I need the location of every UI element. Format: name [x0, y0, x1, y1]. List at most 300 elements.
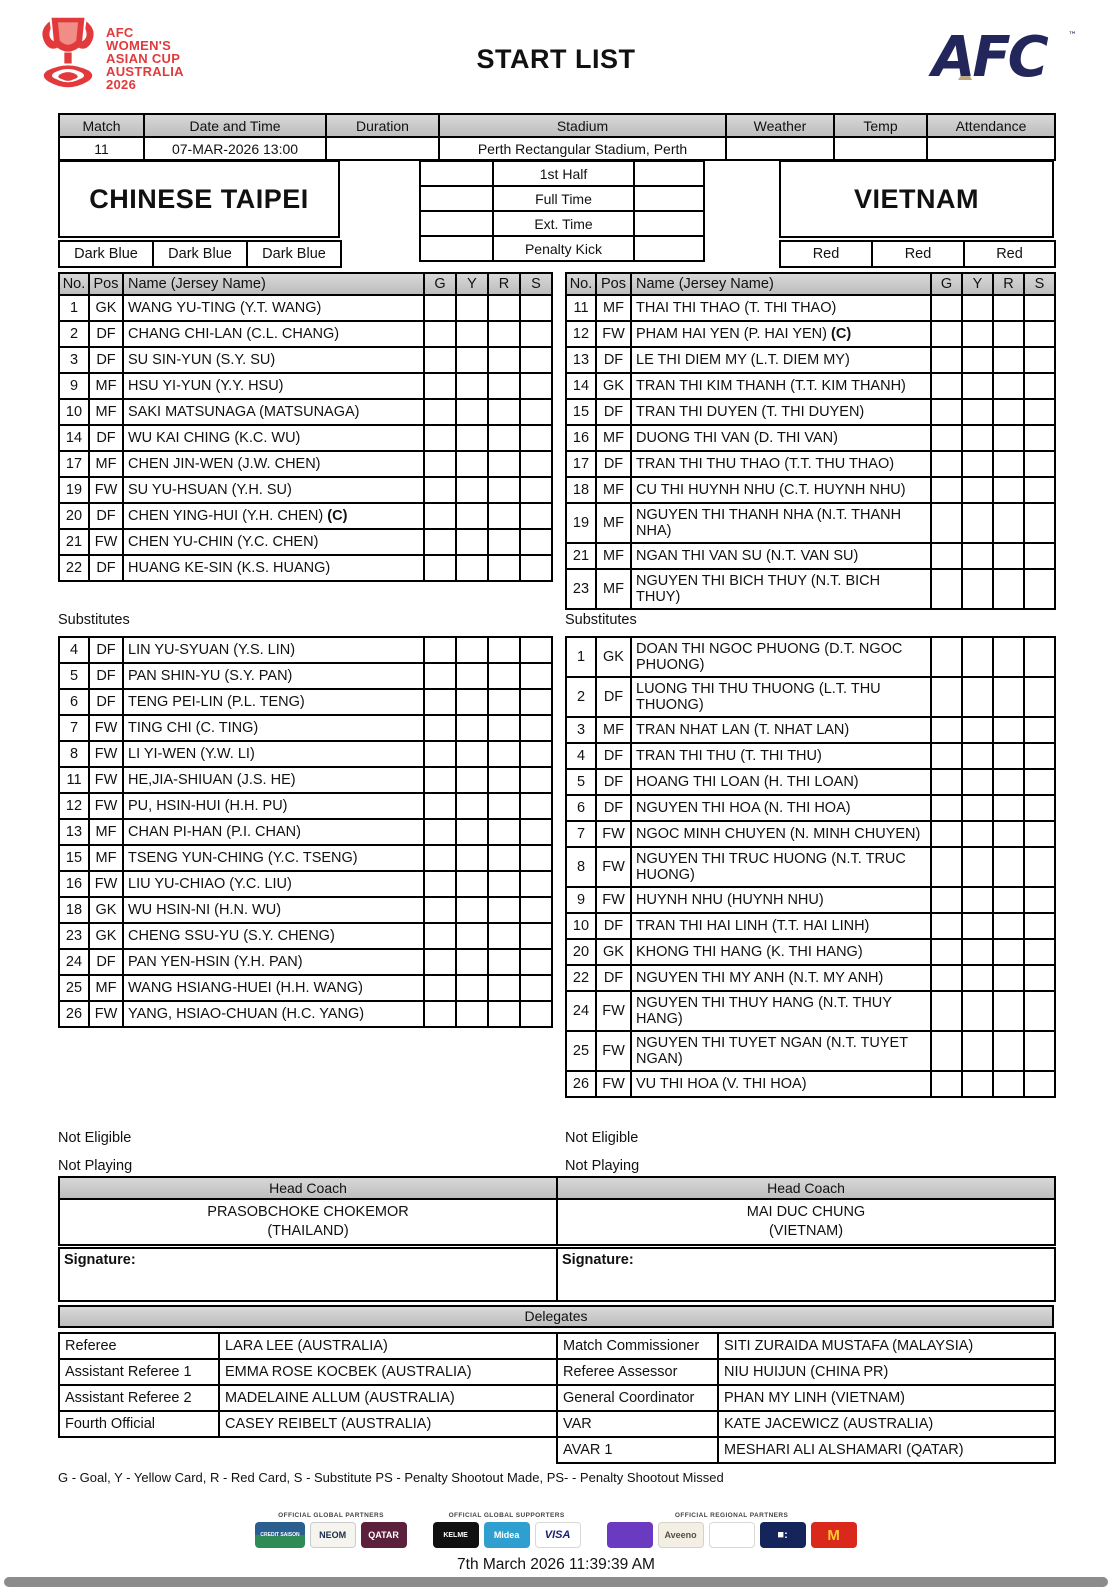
player-name: WANG YU-TING (Y.T. WANG)	[123, 295, 424, 321]
roster-header-cell: G	[424, 273, 456, 295]
delegates-row	[59, 1333, 1055, 1359]
page-title: START LIST	[476, 44, 636, 74]
stat-cell-g	[424, 819, 456, 845]
not-eligible-label-right: Not Eligible	[565, 1130, 639, 1146]
stat-cell-r	[993, 821, 1024, 847]
stat-cell-r	[488, 741, 520, 767]
stat-cell-r	[993, 321, 1024, 347]
stat-cell-y	[456, 871, 488, 897]
player-position: DF	[596, 795, 631, 821]
stat-cell-g	[424, 451, 456, 477]
stat-cell-s	[520, 819, 552, 845]
roster-row	[59, 897, 552, 923]
player-name: DOAN THI NGOC PHUONG (D.T. NGOC PHUONG)	[631, 637, 931, 677]
delegate-role: Assistant Referee 2	[59, 1385, 219, 1411]
info-value-cell	[834, 137, 927, 160]
roster-row	[59, 1001, 552, 1027]
player-position: FW	[596, 847, 631, 887]
player-name: YANG, HSIAO-CHUAN (H.C. YANG)	[123, 1001, 424, 1027]
player-number: 16	[566, 425, 596, 451]
player-position: FW	[89, 767, 123, 793]
stat-cell-s	[1024, 569, 1055, 609]
score-cell-left	[420, 161, 493, 186]
stat-cell-g	[424, 975, 456, 1001]
player-number: 11	[566, 295, 596, 321]
player-number: 9	[566, 887, 596, 913]
stat-cell-s	[520, 975, 552, 1001]
stat-cell-r	[488, 555, 520, 581]
roster-row	[59, 477, 552, 503]
roster-header-cell: Name (Jersey Name)	[123, 273, 424, 295]
player-number: 3	[59, 347, 89, 373]
player-number: 1	[566, 637, 596, 677]
sponsor-group	[607, 1512, 857, 1548]
stat-cell-y	[962, 477, 993, 503]
stat-cell-r	[488, 399, 520, 425]
stat-cell-g	[931, 769, 962, 795]
stat-cell-r	[993, 939, 1024, 965]
stat-cell-y	[456, 767, 488, 793]
stat-cell-s	[520, 555, 552, 581]
player-name: VU THI HOA (V. THI HOA)	[631, 1071, 931, 1097]
player-number: 12	[566, 321, 596, 347]
stat-cell-r	[993, 795, 1024, 821]
delegates-empty-cell	[59, 1437, 219, 1463]
head-coach-name-right: MAI DUC CHUNG (VIETNAM)	[557, 1199, 1055, 1245]
stat-cell-r	[993, 1031, 1024, 1071]
stat-cell-r	[993, 913, 1024, 939]
player-position: MF	[89, 975, 123, 1001]
roster-row	[59, 373, 552, 399]
credit-saison-logo: CREDIT SAISON	[255, 1522, 304, 1548]
player-position: MF	[596, 717, 631, 743]
stat-cell-g	[931, 451, 962, 477]
stat-cell-r	[488, 347, 520, 373]
stat-cell-g	[424, 347, 456, 373]
stat-cell-s	[520, 767, 552, 793]
stat-cell-s	[1024, 637, 1055, 677]
player-position: GK	[596, 637, 631, 677]
stat-cell-r	[993, 1071, 1024, 1097]
roster-header-cell: R	[488, 273, 520, 295]
roster-header-cell: Pos	[89, 273, 123, 295]
player-position: GK	[89, 295, 123, 321]
sponsor-chip-row	[607, 1522, 857, 1548]
stat-cell-r	[488, 321, 520, 347]
player-position: DF	[89, 347, 123, 373]
player-name: TRAN THI DUYEN (T. THI DUYEN)	[631, 399, 931, 425]
roster-row	[59, 503, 552, 529]
player-name: NGUYEN THI HOA (N. THI HOA)	[631, 795, 931, 821]
roster-row	[566, 847, 1055, 887]
stat-cell-y	[456, 793, 488, 819]
player-number: 13	[59, 819, 89, 845]
stat-cell-r	[488, 373, 520, 399]
player-name: PHAM HAI YEN (P. HAI YEN) (C)	[631, 321, 931, 347]
delegate-name: NIU HUIJUN (CHINA PR)	[718, 1359, 1055, 1385]
stat-cell-s	[520, 295, 552, 321]
stat-cell-r	[993, 347, 1024, 373]
player-name: KHONG THI HANG (K. THI HANG)	[631, 939, 931, 965]
roster-row	[566, 399, 1055, 425]
player-position: MF	[596, 503, 631, 543]
sponsor-chip-row	[255, 1522, 406, 1548]
player-name: CHANG CHI-LAN (C.L. CHANG)	[123, 321, 424, 347]
stat-cell-r	[993, 425, 1024, 451]
stat-cell-s	[1024, 543, 1055, 569]
player-name: LE THI DIEM MY (L.T. DIEM MY)	[631, 347, 931, 373]
roster-row	[566, 677, 1055, 717]
info-value-cell: Perth Rectangular Stadium, Perth	[439, 137, 726, 160]
stat-cell-r	[993, 451, 1024, 477]
stat-cell-y	[962, 847, 993, 887]
stat-cell-y	[456, 663, 488, 689]
stat-cell-s	[1024, 821, 1055, 847]
stat-cell-r	[993, 543, 1024, 569]
player-number: 17	[566, 451, 596, 477]
player-position: DF	[596, 769, 631, 795]
player-number: 22	[59, 555, 89, 581]
stat-cell-s	[1024, 743, 1055, 769]
player-number: 4	[566, 743, 596, 769]
info-header-cell: Attendance	[927, 114, 1055, 137]
roster-row	[566, 503, 1055, 543]
info-value-cell	[927, 137, 1055, 160]
roster-row	[566, 1031, 1055, 1071]
player-name: CU THI HUYNH NHU (C.T. HUYNH NHU)	[631, 477, 931, 503]
player-position: FW	[89, 1001, 123, 1027]
period-label: 1st Half	[493, 161, 634, 186]
delegate-name: EMMA ROSE KOCBEK (AUSTRALIA)	[219, 1359, 557, 1385]
roster-row	[566, 477, 1055, 503]
sponsor-strip	[0, 1512, 1112, 1548]
stat-cell-g	[931, 1071, 962, 1097]
player-number: 5	[566, 769, 596, 795]
delegate-name: PHAN MY LINH (VIETNAM)	[718, 1385, 1055, 1411]
player-number: 5	[59, 663, 89, 689]
stat-cell-g	[424, 767, 456, 793]
left-starting-table	[58, 272, 553, 582]
roster-row	[59, 295, 552, 321]
player-position: FW	[596, 887, 631, 913]
stat-cell-g	[931, 743, 962, 769]
player-position: FW	[596, 1031, 631, 1071]
info-header-cell: Duration	[326, 114, 439, 137]
stat-cell-y	[456, 741, 488, 767]
stat-cell-y	[456, 949, 488, 975]
info-header-cell: Weather	[726, 114, 834, 137]
delegates-header: Delegates	[58, 1305, 1054, 1328]
score-grid	[419, 160, 705, 262]
delegate-role: Assistant Referee 1	[59, 1359, 219, 1385]
player-position: MF	[89, 373, 123, 399]
stat-cell-g	[424, 715, 456, 741]
delegate-role: AVAR 1	[557, 1437, 718, 1463]
stat-cell-s	[520, 373, 552, 399]
stat-cell-r	[488, 793, 520, 819]
legend-footnote: G - Goal, Y - Yellow Card, R - Red Card, S - Substitute PS - Penalty Shootout Made, PS- - Penalty Shootout Missed	[58, 1470, 724, 1485]
stat-cell-s	[520, 663, 552, 689]
delegates-table	[58, 1332, 1056, 1464]
player-number: 7	[566, 821, 596, 847]
player-position: DF	[596, 451, 631, 477]
stat-cell-g	[424, 871, 456, 897]
stat-cell-y	[962, 1071, 993, 1097]
svg-text:™: ™	[1068, 31, 1077, 41]
player-position: MF	[596, 477, 631, 503]
info-value-cell	[726, 137, 834, 160]
stat-cell-r	[488, 295, 520, 321]
kit-colors-right	[779, 240, 1056, 268]
kit-color-cell: Dark Blue	[59, 241, 153, 267]
stat-cell-s	[1024, 399, 1055, 425]
player-position: DF	[89, 949, 123, 975]
delegate-role: Match Commissioner	[557, 1333, 718, 1359]
info-value-row	[59, 137, 1055, 160]
stat-cell-s	[1024, 1071, 1055, 1097]
tournament-logo-text: AFC WOMEN'S ASIAN CUP AUSTRALIA 2026	[106, 25, 184, 92]
stat-cell-s	[1024, 887, 1055, 913]
player-number: 9	[59, 373, 89, 399]
roster-row	[59, 975, 552, 1001]
player-position: GK	[596, 373, 631, 399]
stat-cell-g	[424, 555, 456, 581]
stat-cell-y	[456, 503, 488, 529]
player-name: LUONG THI THU THUONG (L.T. THU THUONG)	[631, 677, 931, 717]
player-number: 15	[566, 399, 596, 425]
stat-cell-g	[424, 923, 456, 949]
stat-cell-s	[520, 321, 552, 347]
roster-header-row	[59, 273, 552, 295]
roster-header-cell: Y	[962, 273, 993, 295]
stat-cell-r	[993, 991, 1024, 1031]
roster-header-cell: Name (Jersey Name)	[631, 273, 931, 295]
player-name: NGOC MINH CHUYEN (N. MINH CHUYEN)	[631, 821, 931, 847]
stat-cell-g	[931, 847, 962, 887]
stat-cell-s	[520, 451, 552, 477]
player-number: 12	[59, 793, 89, 819]
kit-color-cell: Dark Blue	[247, 241, 341, 267]
stat-cell-s	[1024, 451, 1055, 477]
player-number: 14	[566, 373, 596, 399]
not-playing-label-left: Not Playing	[58, 1158, 133, 1174]
player-name: PAN YEN-HSIN (Y.H. PAN)	[123, 949, 424, 975]
player-number: 20	[566, 939, 596, 965]
afc-logo	[928, 24, 1078, 93]
player-position: FW	[596, 991, 631, 1031]
stat-cell-g	[931, 347, 962, 373]
stat-cell-y	[962, 887, 993, 913]
roster-row	[59, 793, 552, 819]
stat-cell-r	[488, 845, 520, 871]
delegate-role: Referee Assessor	[557, 1359, 718, 1385]
roster-row	[59, 529, 552, 555]
stat-cell-s	[520, 425, 552, 451]
player-number: 20	[59, 503, 89, 529]
roster-row	[566, 795, 1055, 821]
mcdonalds-logo: M	[811, 1522, 857, 1548]
player-name: WU KAI CHING (K.C. WU)	[123, 425, 424, 451]
stat-cell-s	[1024, 373, 1055, 399]
stat-cell-y	[962, 569, 993, 609]
roster-row	[59, 451, 552, 477]
player-position: MF	[596, 425, 631, 451]
roster-header-cell: Pos	[596, 273, 631, 295]
stat-cell-r	[993, 637, 1024, 677]
match-block	[58, 160, 1054, 268]
stat-cell-r	[993, 965, 1024, 991]
stat-cell-g	[931, 373, 962, 399]
player-name: NGUYEN THI BICH THUY (N.T. BICH THUY)	[631, 569, 931, 609]
player-position: FW	[596, 321, 631, 347]
player-number: 25	[59, 975, 89, 1001]
stat-cell-y	[962, 1031, 993, 1071]
signature-box-right: Signature:	[557, 1248, 1055, 1301]
stat-cell-y	[962, 451, 993, 477]
stat-cell-g	[424, 529, 456, 555]
sponsor-group-label: OFFICIAL GLOBAL PARTNERS	[278, 1512, 384, 1519]
stat-cell-g	[931, 425, 962, 451]
score-cell-left	[420, 236, 493, 261]
roster-row	[566, 821, 1055, 847]
info-value-cell: 07-MAR-2026 13:00	[144, 137, 326, 160]
player-position: FW	[89, 477, 123, 503]
player-name: TING CHI (C. TING)	[123, 715, 424, 741]
player-number: 14	[59, 425, 89, 451]
stat-cell-s	[520, 897, 552, 923]
player-number: 11	[59, 767, 89, 793]
player-name: HE,JIA-SHIUAN (J.S. HE)	[123, 767, 424, 793]
stat-cell-g	[424, 477, 456, 503]
roster-row	[59, 689, 552, 715]
player-position: MF	[89, 819, 123, 845]
sponsor-group	[433, 1512, 581, 1548]
roster-row	[566, 939, 1055, 965]
stat-cell-r	[993, 743, 1024, 769]
stat-cell-s	[520, 503, 552, 529]
player-name: LIU YU-CHIAO (Y.C. LIU)	[123, 871, 424, 897]
player-number: 6	[566, 795, 596, 821]
player-position: DF	[89, 689, 123, 715]
player-name: TENG PEI-LIN (P.L. TENG)	[123, 689, 424, 715]
stat-cell-s	[1024, 503, 1055, 543]
info-header-cell: Temp	[834, 114, 927, 137]
player-number: 16	[59, 871, 89, 897]
player-number: 24	[59, 949, 89, 975]
stat-cell-g	[424, 845, 456, 871]
stat-cell-g	[931, 477, 962, 503]
player-number: 8	[59, 741, 89, 767]
stat-cell-g	[424, 1001, 456, 1027]
player-position: GK	[89, 897, 123, 923]
player-name: SAKI MATSUNAGA (MATSUNAGA)	[123, 399, 424, 425]
delegates-row	[59, 1385, 1055, 1411]
stat-cell-g	[424, 793, 456, 819]
info-header-cell: Date and Time	[144, 114, 326, 137]
stat-cell-y	[962, 769, 993, 795]
kit-color-cell: Red	[872, 241, 964, 267]
stat-cell-r	[488, 503, 520, 529]
player-position: DF	[89, 321, 123, 347]
stat-cell-r	[993, 677, 1024, 717]
delegate-name: KATE JACEWICZ (AUSTRALIA)	[718, 1411, 1055, 1437]
stat-cell-g	[931, 677, 962, 717]
stat-cell-g	[424, 503, 456, 529]
player-position: FW	[89, 793, 123, 819]
delegate-name: MESHARI ALI ALSHAMARI (QATAR)	[718, 1437, 1055, 1463]
sponsor-group-label: OFFICIAL GLOBAL SUPPORTERS	[448, 1512, 565, 1519]
aveeno-logo: Aveeno	[658, 1522, 704, 1548]
horizontal-scrollbar[interactable]	[4, 1577, 1108, 1587]
stat-cell-y	[456, 845, 488, 871]
player-name: HSU YI-YUN (Y.Y. HSU)	[123, 373, 424, 399]
player-number: 13	[566, 347, 596, 373]
stat-cell-y	[962, 425, 993, 451]
roster-header-cell: No.	[566, 273, 596, 295]
stat-cell-s	[1024, 965, 1055, 991]
match-info-table	[58, 113, 1056, 161]
stat-cell-y	[456, 715, 488, 741]
roster-row	[566, 637, 1055, 677]
roster-row	[59, 949, 552, 975]
stat-cell-y	[962, 717, 993, 743]
player-position: DF	[89, 663, 123, 689]
delegate-name: CASEY REIBELT (AUSTRALIA)	[219, 1411, 557, 1437]
player-number: 17	[59, 451, 89, 477]
stat-cell-s	[1024, 295, 1055, 321]
stat-cell-g	[424, 373, 456, 399]
head-coach-header-left: Head Coach	[59, 1177, 557, 1199]
regional-partner-purple-logo	[607, 1522, 653, 1548]
stat-cell-y	[456, 1001, 488, 1027]
roster-row	[566, 373, 1055, 399]
roster-row	[566, 321, 1055, 347]
roster-row	[566, 965, 1055, 991]
roster-row	[59, 321, 552, 347]
stat-cell-y	[456, 689, 488, 715]
stat-cell-y	[456, 819, 488, 845]
player-name: NGUYEN THI MY ANH (N.T. MY ANH)	[631, 965, 931, 991]
roster-row	[59, 399, 552, 425]
stat-cell-g	[931, 939, 962, 965]
stat-cell-g	[424, 689, 456, 715]
player-position: DF	[596, 347, 631, 373]
player-number: 18	[566, 477, 596, 503]
player-name: THAI THI THAO (T. THI THAO)	[631, 295, 931, 321]
player-number: 26	[566, 1071, 596, 1097]
stat-cell-s	[520, 399, 552, 425]
player-name: WU HSIN-NI (H.N. WU)	[123, 897, 424, 923]
kit-color-cell: Red	[780, 241, 872, 267]
stat-cell-r	[993, 399, 1024, 425]
stat-cell-s	[520, 793, 552, 819]
player-position: MF	[596, 569, 631, 609]
delegate-name: MADELAINE ALLUM (AUSTRALIA)	[219, 1385, 557, 1411]
stat-cell-y	[456, 529, 488, 555]
player-position: FW	[89, 741, 123, 767]
player-name: PU, HSIN-HUI (H.H. PU)	[123, 793, 424, 819]
stat-cell-r	[488, 425, 520, 451]
player-name: CHAN PI-HAN (P.I. CHAN)	[123, 819, 424, 845]
player-name: SU YU-HSUAN (Y.H. SU)	[123, 477, 424, 503]
stat-cell-s	[520, 845, 552, 871]
player-name: LIN YU-SYUAN (Y.S. LIN)	[123, 637, 424, 663]
stat-cell-g	[424, 741, 456, 767]
score-cell-left	[420, 211, 493, 236]
player-name: NGUYEN THI TRUC HUONG (N.T. TRUC HUONG)	[631, 847, 931, 887]
player-number: 8	[566, 847, 596, 887]
roster-header-cell: S	[1024, 273, 1055, 295]
